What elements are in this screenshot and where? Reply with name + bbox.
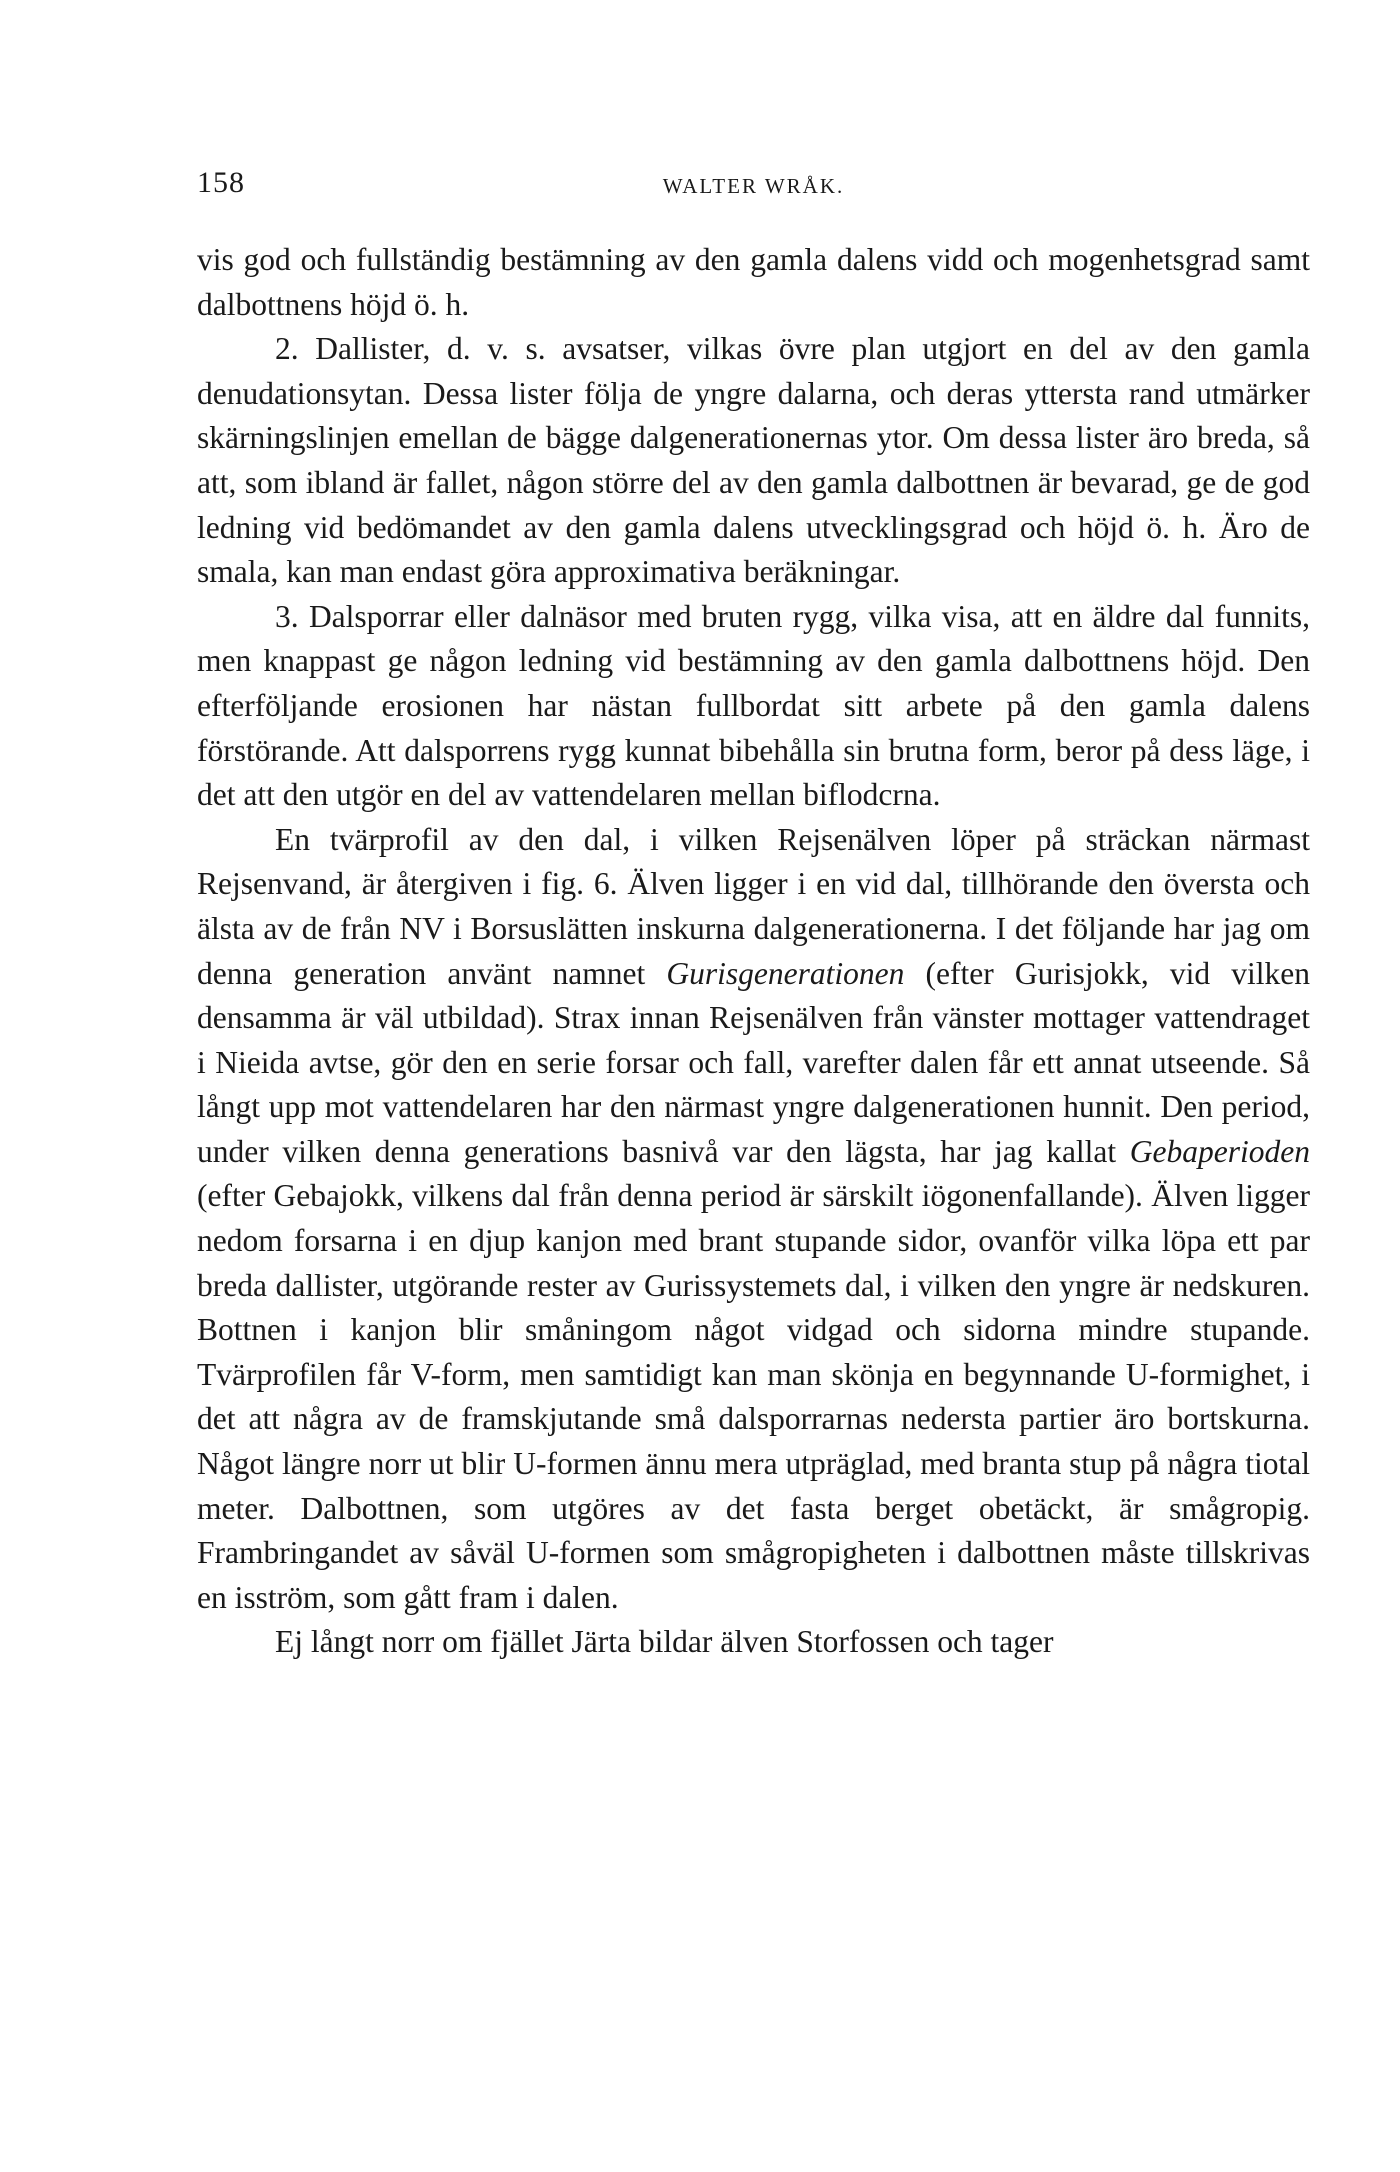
paragraph-4-part-a: En tvärprofil av den dal, i vilken Rejsenälven löper på sträckan närmast Rejsenvand, är återgiven i fig. 6. Älven ligger i en vid dal, tillhörande den översta och älsta av de från NV i Borsuslätten inskurna dalgenerationerna. I det följande har jag om denna generation använt namnet bbox=[197, 821, 1310, 991]
body-text bbox=[197, 238, 1310, 1665]
paragraph-3: 3. Dalsporrar eller dalnäsor med bruten rygg, vilka visa, att en äldre dal funnits, men knappast ge någon ledning vid bestämning av den gamla dalbottnens höjd. Den efterföljande erosionen har nästan fullbordat sitt arbete på den gamla dalens förstörande. Att dalsporrens rygg kunnat bibehålla sin brutna form, beror på dess läge, i det att den utgör en del av vattendelaren mellan biflodcrna. bbox=[197, 598, 1310, 813]
book-page bbox=[197, 166, 1310, 1665]
page-number: 158 bbox=[197, 166, 245, 199]
paragraph-5: Ej långt norr om fjället Järta bildar älven Storfossen och tager bbox=[275, 1624, 1054, 1660]
paragraph-2: 2. Dallister, d. v. s. avsatser, vilkas övre plan utgjort en del av den gamla denudationsytan. Dessa lister följa de yngre dalarna, och deras yttersta rand utmärker skärningslinjen emellan de bägge dalgenerationernas ytor. Om dessa lister äro breda, så att, som ibland är fallet, någon större del av den gamla dalbottnen är bevarad, ge de god ledning vid bedömandet av den gamla dalens utvecklingsgrad och höjd ö. h. Äro de smala, kan man endast göra approximativa beräkningar. bbox=[197, 331, 1310, 590]
paragraph-4-part-c: (efter Gebajokk, vilkens dal från denna period är särskilt iögonenfallande). Älven ligger nedom forsarna i en djup kanjon med brant stupande sidor, ovanför vilka löpa ett par breda dallister, utgörande rester av Gurissystemets dal, i vilken den yngre är nedskuren. Bottnen i kanjon blir småningom något vidgad och sidorna mindre stupande. Tvärprofilen får V-form, men samtidigt kan man skönja en begynnande U-formighet, i det att några av de framskjutande små dalsporrarnas nedersta partier äro bortskurna. Något längre norr ut blir U-formen ännu mera utpräglad, med branta stup på några tiotal meter. Dalbottnen, som utgöres av det fasta berget obetäckt, är smågropig. Frambringandet av såväl U-formen som smågropigheten i dalbottnen måste tillskrivas en isström, som gått fram i dalen. bbox=[197, 1178, 1310, 1615]
paragraph-4 bbox=[197, 818, 1310, 1621]
paragraph-4-part-b: (efter Gurisjokk, vid vilken densamma är väl utbildad). Strax innan Rejsenälven från vänster mottager vattendraget i Nieida avtse, gör den en serie forsar och fall, varefter dalen får ett annat utseende. Så långt upp mot vattendelaren har den närmast yngre dalgenerationen hunnit. Den period, under vilken denna generations basnivå var den lägsta, har jag kallat bbox=[197, 955, 1310, 1169]
running-head bbox=[197, 166, 1310, 216]
running-title: WALTER WRÅK. bbox=[662, 174, 845, 198]
italic-term-gurisgenerationen: Gurisgenerationen bbox=[666, 955, 905, 991]
paragraph-1: vis god och fullständig bestämning av den gamla dalens vidd och mogenhetsgrad samt dalbottnens höjd ö. h. bbox=[197, 242, 1310, 322]
italic-term-gebaperioden: Gebaperioden bbox=[1129, 1133, 1310, 1169]
